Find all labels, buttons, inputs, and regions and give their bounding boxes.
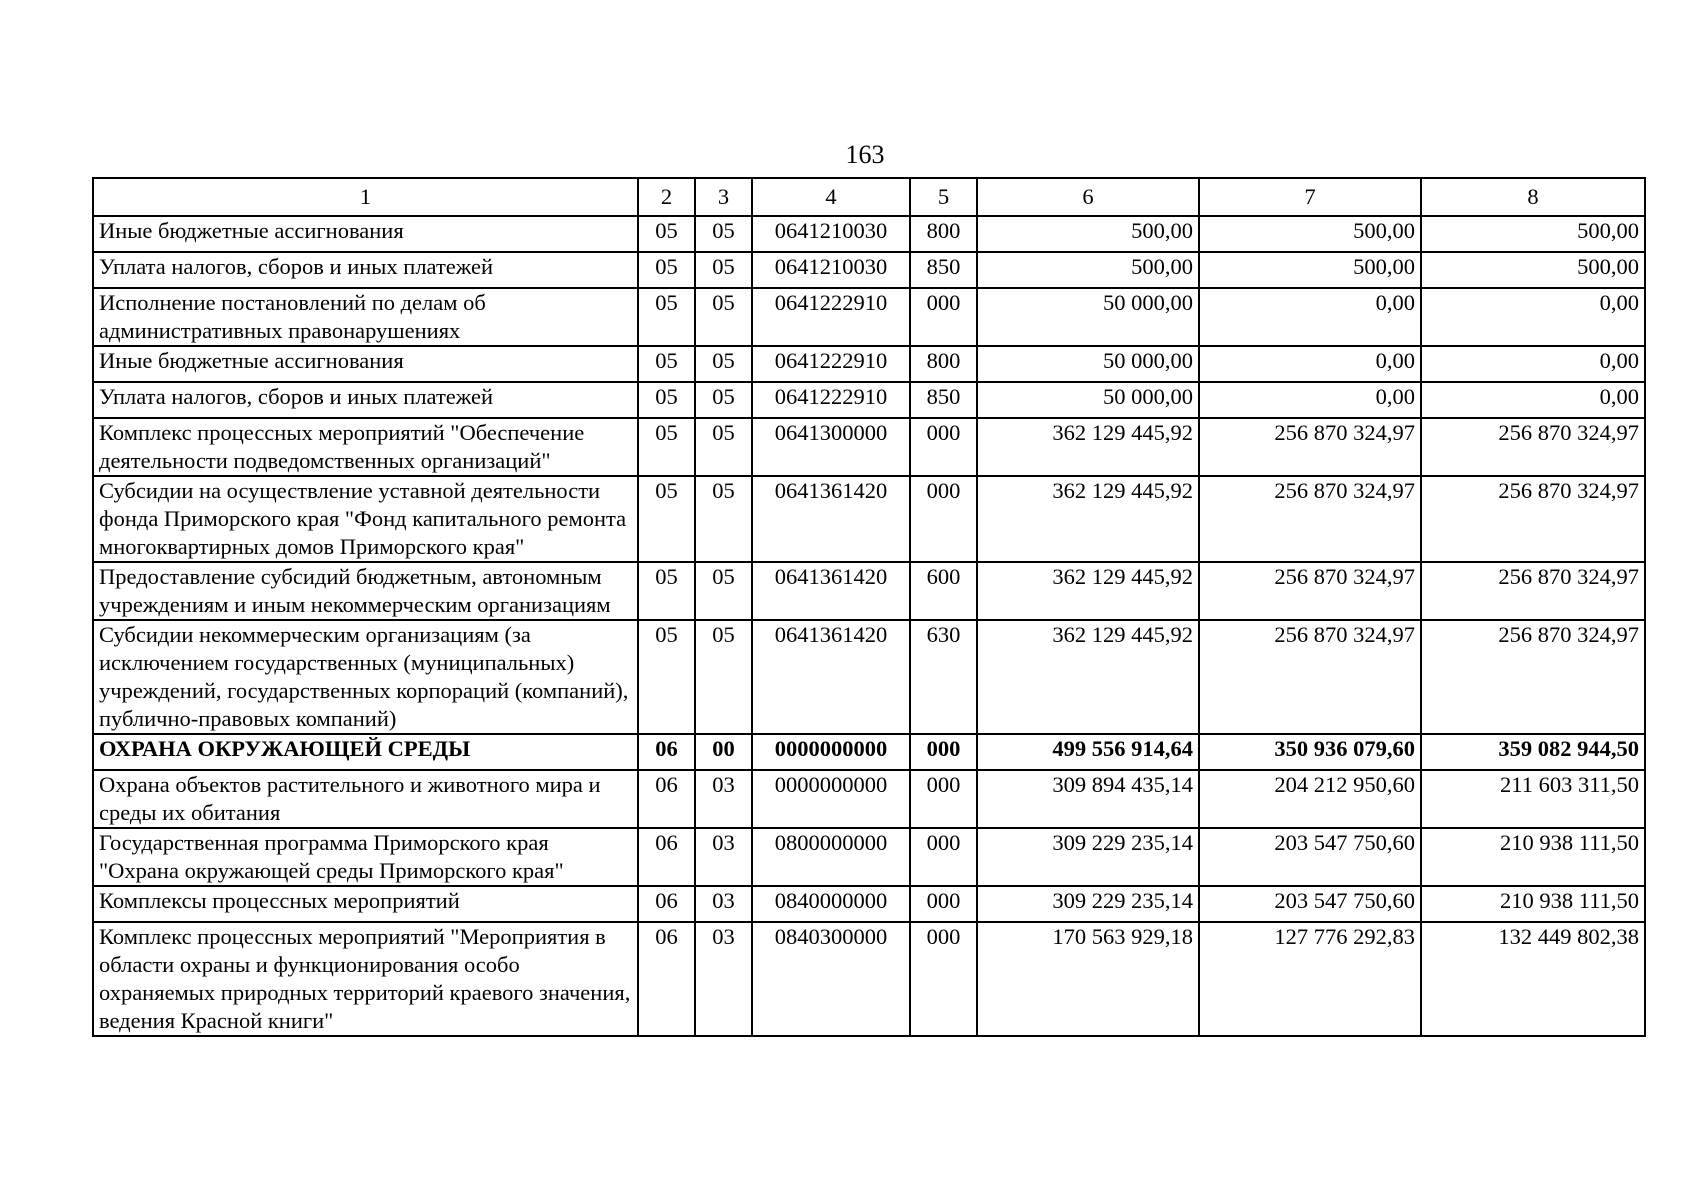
table-row (93, 216, 1645, 252)
row-expense-type: 000 (910, 418, 977, 476)
row-expense-type: 600 (910, 562, 977, 620)
row-amount-6: 50 000,00 (977, 382, 1199, 418)
row-amount-6: 362 129 445,92 (977, 476, 1199, 562)
header-col-1: 1 (93, 178, 638, 216)
row-amount-6: 362 129 445,92 (977, 562, 1199, 620)
header-col-2: 2 (638, 178, 695, 216)
row-amount-6: 309 229 235,14 (977, 886, 1199, 922)
row-section: 06 (638, 770, 695, 828)
header-col-6: 6 (977, 178, 1199, 216)
row-amount-7: 0,00 (1199, 382, 1421, 418)
table-row (93, 922, 1645, 1036)
row-target-code: 0840000000 (752, 886, 910, 922)
row-expense-type: 000 (910, 288, 977, 346)
row-expense-type: 000 (910, 886, 977, 922)
row-amount-7: 256 870 324,97 (1199, 476, 1421, 562)
row-subsection: 03 (695, 922, 752, 1036)
row-amount-7: 0,00 (1199, 346, 1421, 382)
table-body (93, 216, 1645, 1036)
row-name: Уплата налогов, сборов и иных платежей (93, 252, 638, 288)
header-col-4: 4 (752, 178, 910, 216)
row-expense-type: 800 (910, 216, 977, 252)
row-amount-6: 309 894 435,14 (977, 770, 1199, 828)
row-subsection: 05 (695, 288, 752, 346)
row-expense-type: 000 (910, 922, 977, 1036)
row-amount-8: 211 603 311,50 (1421, 770, 1645, 828)
table-row (93, 382, 1645, 418)
row-amount-7: 0,00 (1199, 288, 1421, 346)
row-section: 06 (638, 828, 695, 886)
row-section: 06 (638, 886, 695, 922)
row-target-code: 0641222910 (752, 346, 910, 382)
row-amount-7: 204 212 950,60 (1199, 770, 1421, 828)
row-amount-6: 50 000,00 (977, 288, 1199, 346)
row-name: Охрана объектов растительного и животного мира и среды их обитания (93, 770, 638, 828)
row-section: 05 (638, 288, 695, 346)
row-amount-7: 256 870 324,97 (1199, 418, 1421, 476)
row-amount-8: 0,00 (1421, 346, 1645, 382)
table-row (93, 886, 1645, 922)
row-target-code: 0641300000 (752, 418, 910, 476)
row-target-code: 0641222910 (752, 288, 910, 346)
row-amount-6: 362 129 445,92 (977, 418, 1199, 476)
row-expense-type: 850 (910, 252, 977, 288)
header-col-7: 7 (1199, 178, 1421, 216)
row-amount-6: 500,00 (977, 216, 1199, 252)
row-amount-6: 50 000,00 (977, 346, 1199, 382)
row-target-code: 0641361420 (752, 620, 910, 734)
row-expense-type: 630 (910, 620, 977, 734)
row-amount-6: 499 556 914,64 (977, 734, 1199, 770)
row-expense-type: 000 (910, 828, 977, 886)
table-row (93, 770, 1645, 828)
row-name: Государственная программа Приморского края "Охрана окружающей среды Приморского края" (93, 828, 638, 886)
row-name: Комплексы процессных мероприятий (93, 886, 638, 922)
row-section: 06 (638, 922, 695, 1036)
header-row (93, 178, 1645, 216)
row-name: Уплата налогов, сборов и иных платежей (93, 382, 638, 418)
row-amount-7: 256 870 324,97 (1199, 562, 1421, 620)
row-subsection: 05 (695, 418, 752, 476)
table-row (93, 252, 1645, 288)
row-target-code: 0641361420 (752, 562, 910, 620)
row-amount-8: 0,00 (1421, 382, 1645, 418)
row-section: 05 (638, 562, 695, 620)
row-subsection: 05 (695, 216, 752, 252)
page-number: 163 (845, 140, 885, 169)
row-subsection: 03 (695, 828, 752, 886)
row-expense-type: 800 (910, 346, 977, 382)
row-amount-8: 359 082 944,50 (1421, 734, 1645, 770)
row-amount-8: 500,00 (1421, 216, 1645, 252)
row-amount-7: 203 547 750,60 (1199, 886, 1421, 922)
header-col-3: 3 (695, 178, 752, 216)
table-row (93, 734, 1645, 770)
row-subsection: 05 (695, 382, 752, 418)
row-amount-6: 500,00 (977, 252, 1199, 288)
row-amount-7: 256 870 324,97 (1199, 620, 1421, 734)
row-amount-8: 256 870 324,97 (1421, 476, 1645, 562)
row-name: ОХРАНА ОКРУЖАЮЩЕЙ СРЕДЫ (93, 734, 638, 770)
row-name: Субсидии на осуществление уставной деятельности фонда Приморского края "Фонд капитального ремонта многоквартирных домов Приморского края" (93, 476, 638, 562)
row-section: 05 (638, 418, 695, 476)
table-header (93, 178, 1645, 216)
row-section: 06 (638, 734, 695, 770)
budget-table (92, 177, 1646, 1037)
row-subsection: 05 (695, 476, 752, 562)
row-section: 05 (638, 620, 695, 734)
row-amount-6: 170 563 929,18 (977, 922, 1199, 1036)
table-row (93, 288, 1645, 346)
row-subsection: 05 (695, 562, 752, 620)
table-row (93, 828, 1645, 886)
row-amount-6: 362 129 445,92 (977, 620, 1199, 734)
row-name: Субсидии некоммерческим организациям (за исключением государственных (муниципальных) учреждений, государственных корпораций (компаний), публично-правовых компаний) (93, 620, 638, 734)
row-amount-7: 203 547 750,60 (1199, 828, 1421, 886)
table-row (93, 346, 1645, 382)
row-amount-7: 350 936 079,60 (1199, 734, 1421, 770)
row-amount-8: 132 449 802,38 (1421, 922, 1645, 1036)
row-amount-7: 127 776 292,83 (1199, 922, 1421, 1036)
row-amount-7: 500,00 (1199, 252, 1421, 288)
row-amount-8: 210 938 111,50 (1421, 886, 1645, 922)
row-target-code: 0000000000 (752, 770, 910, 828)
row-subsection: 05 (695, 620, 752, 734)
row-name: Иные бюджетные ассигнования (93, 216, 638, 252)
row-amount-8: 256 870 324,97 (1421, 418, 1645, 476)
row-target-code: 0641210030 (752, 216, 910, 252)
row-amount-8: 0,00 (1421, 288, 1645, 346)
row-section: 05 (638, 216, 695, 252)
row-subsection: 05 (695, 252, 752, 288)
row-name: Предоставление субсидий бюджетным, автономным учреждениям и иным некоммерческим организациям (93, 562, 638, 620)
row-subsection: 05 (695, 346, 752, 382)
row-section: 05 (638, 346, 695, 382)
row-expense-type: 000 (910, 770, 977, 828)
row-target-code: 0641210030 (752, 252, 910, 288)
row-amount-8: 256 870 324,97 (1421, 620, 1645, 734)
row-section: 05 (638, 476, 695, 562)
row-target-code: 0000000000 (752, 734, 910, 770)
row-amount-8: 500,00 (1421, 252, 1645, 288)
table-row (93, 562, 1645, 620)
row-expense-type: 850 (910, 382, 977, 418)
row-expense-type: 000 (910, 734, 977, 770)
table-row (93, 476, 1645, 562)
row-target-code: 0800000000 (752, 828, 910, 886)
row-amount-7: 500,00 (1199, 216, 1421, 252)
row-subsection: 03 (695, 886, 752, 922)
row-section: 05 (638, 382, 695, 418)
row-subsection: 03 (695, 770, 752, 828)
row-name: Комплекс процессных мероприятий "Обеспечение деятельности подведомственных организаций" (93, 418, 638, 476)
row-amount-8: 256 870 324,97 (1421, 562, 1645, 620)
header-col-8: 8 (1421, 178, 1645, 216)
header-col-5: 5 (910, 178, 977, 216)
row-subsection: 00 (695, 734, 752, 770)
table-row (93, 620, 1645, 734)
row-section: 05 (638, 252, 695, 288)
row-amount-6: 309 229 235,14 (977, 828, 1199, 886)
row-expense-type: 000 (910, 476, 977, 562)
row-name: Исполнение постановлений по делам об административных правонарушениях (93, 288, 638, 346)
row-target-code: 0840300000 (752, 922, 910, 1036)
row-name: Комплекс процессных мероприятий "Мероприятия в области охраны и функционирования особо охраняемых природных территорий краевого значения, ведения Красной книги" (93, 922, 638, 1036)
row-name: Иные бюджетные ассигнования (93, 346, 638, 382)
row-target-code: 0641222910 (752, 382, 910, 418)
row-target-code: 0641361420 (752, 476, 910, 562)
table-row (93, 418, 1645, 476)
row-amount-8: 210 938 111,50 (1421, 828, 1645, 886)
